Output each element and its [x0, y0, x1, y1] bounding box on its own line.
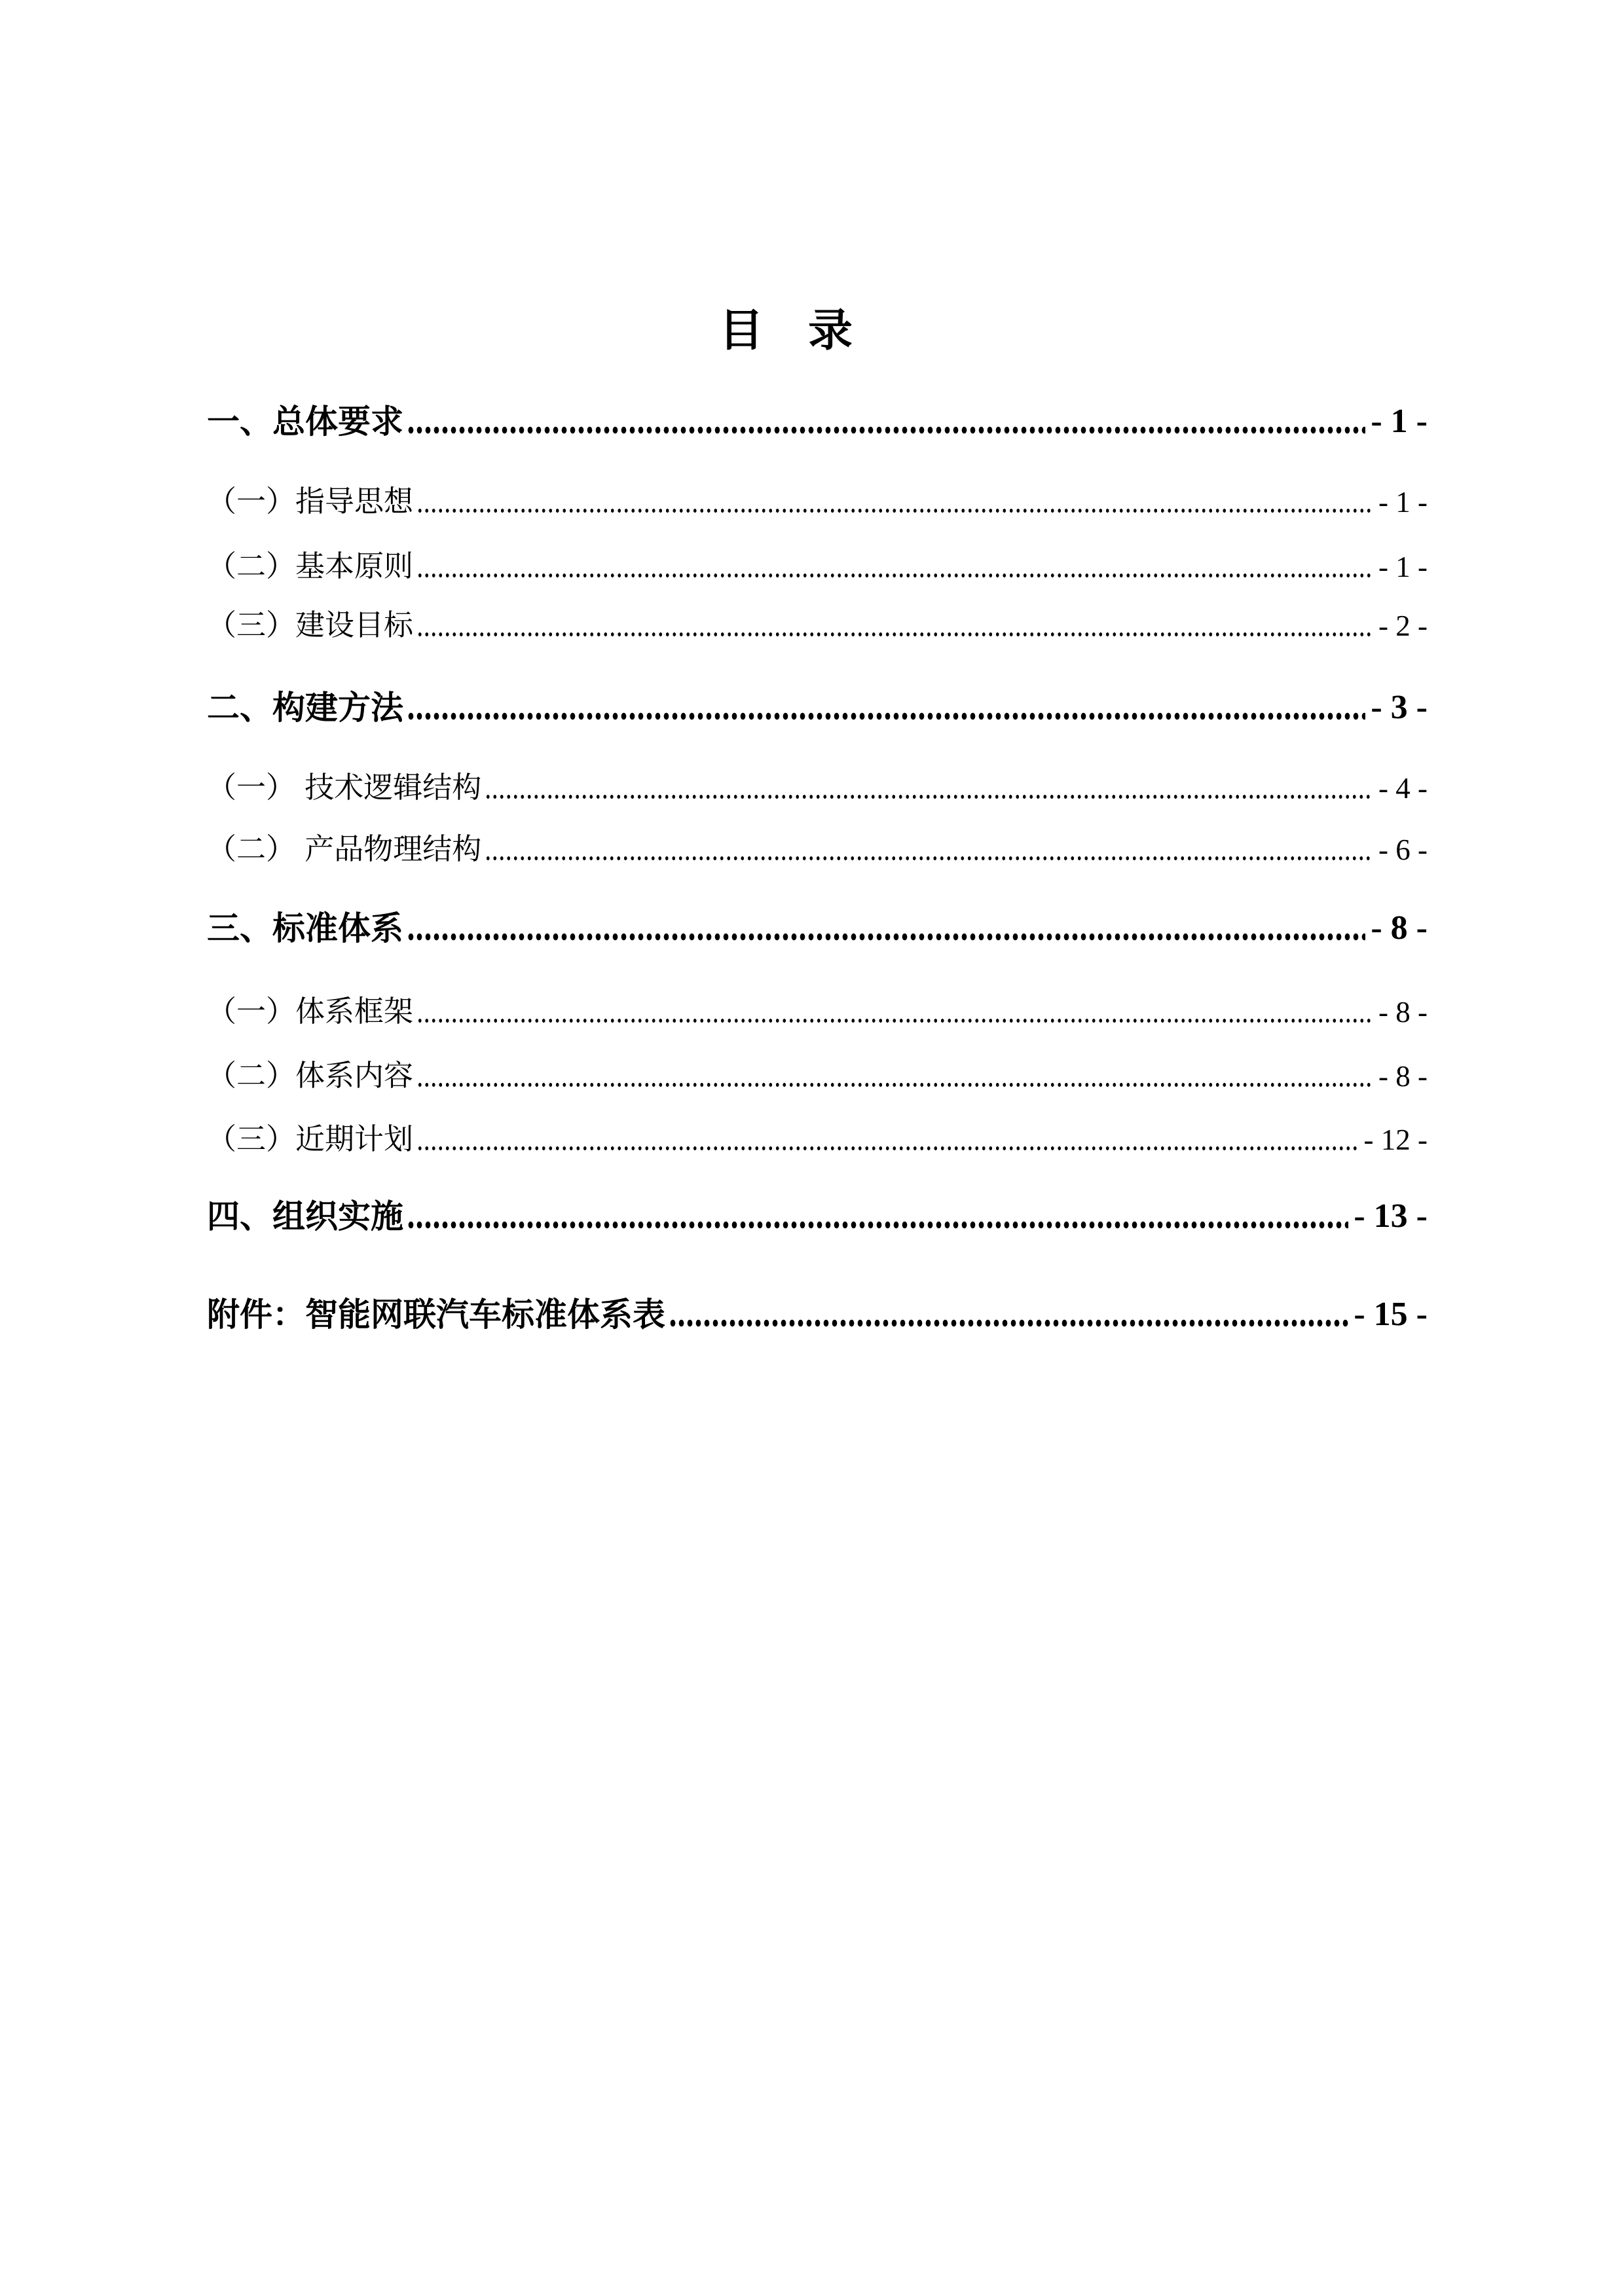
toc-entry-page: - 2 -: [1378, 610, 1428, 643]
toc-entry-system-framework[interactable]: [207, 995, 1428, 1028]
toc-entry-label: （一）指导思想: [207, 484, 414, 519]
toc-entry-page: - 1 -: [1378, 551, 1428, 584]
dot-leader: [407, 1221, 1348, 1229]
toc-entry-appendix-standard-system-table[interactable]: [207, 1296, 1428, 1333]
toc-entry-label: 四、组织实施: [207, 1197, 403, 1235]
toc-entry-standard-system[interactable]: [207, 910, 1428, 947]
toc-entry-page: - 12 -: [1363, 1123, 1428, 1157]
toc-entry-near-term-plan[interactable]: [207, 1123, 1428, 1156]
toc-entry-page: - 6 -: [1378, 833, 1428, 867]
toc-entry-product-physical-structure[interactable]: [207, 833, 1428, 866]
dot-leader: [407, 712, 1365, 720]
toc-entry-page: - 4 -: [1378, 772, 1428, 805]
toc-entry-page: - 1 -: [1378, 486, 1428, 519]
toc-entry-basic-principles[interactable]: [207, 550, 1428, 583]
toc-entry-page: - 1 -: [1371, 403, 1428, 441]
toc-entry-technical-logic-structure[interactable]: [207, 771, 1428, 804]
toc-entry-label: 三、标准体系: [207, 909, 403, 947]
toc-entry-page: - 8 -: [1371, 909, 1428, 947]
toc-entry-label: （二）基本原则: [207, 549, 414, 583]
toc-entry-page: - 3 -: [1371, 689, 1428, 727]
toc-entry-label: 附件：智能网联汽车标准体系表: [207, 1296, 665, 1334]
dot-leader: [485, 856, 1373, 861]
toc-entry-construction-method[interactable]: [207, 689, 1428, 726]
table-of-contents: [207, 0, 1428, 2296]
toc-entry-page: - 8 -: [1378, 1060, 1428, 1093]
toc-entry-page: - 15 -: [1354, 1296, 1428, 1334]
toc-entry-label: 二、构建方法: [207, 689, 403, 727]
dot-leader: [669, 1319, 1348, 1327]
toc-entry-guiding-ideology[interactable]: [207, 485, 1428, 518]
page-title: 目 录: [718, 305, 853, 357]
dot-leader: [416, 1018, 1373, 1023]
dot-leader: [416, 1146, 1359, 1151]
toc-entry-label: （一） 技术逻辑结构: [207, 770, 482, 805]
dot-leader: [485, 794, 1373, 799]
toc-entry-page: - 13 -: [1354, 1197, 1428, 1235]
dot-leader: [416, 1082, 1373, 1087]
dot-leader: [407, 933, 1365, 941]
dot-leader: [407, 426, 1365, 434]
toc-entry-label: （三）近期计划: [207, 1121, 414, 1156]
toc-entry-label: （三）建设目标: [207, 608, 414, 642]
toc-entry-system-content[interactable]: [207, 1059, 1428, 1092]
toc-entry-label: 一、总体要求: [207, 403, 403, 441]
toc-entry-label: （二）体系内容: [207, 1058, 414, 1093]
toc-entry-page: - 8 -: [1378, 996, 1428, 1029]
dot-leader: [416, 508, 1373, 513]
dot-leader: [416, 573, 1373, 578]
toc-entry-construction-goals[interactable]: [207, 609, 1428, 642]
toc-entry-overall-requirements[interactable]: [207, 403, 1428, 440]
toc-entry-label: （二） 产品物理结构: [207, 831, 482, 866]
dot-leader: [416, 632, 1373, 637]
toc-entry-organization-implementation[interactable]: [207, 1198, 1428, 1235]
toc-entry-label: （一）体系框架: [207, 994, 414, 1029]
